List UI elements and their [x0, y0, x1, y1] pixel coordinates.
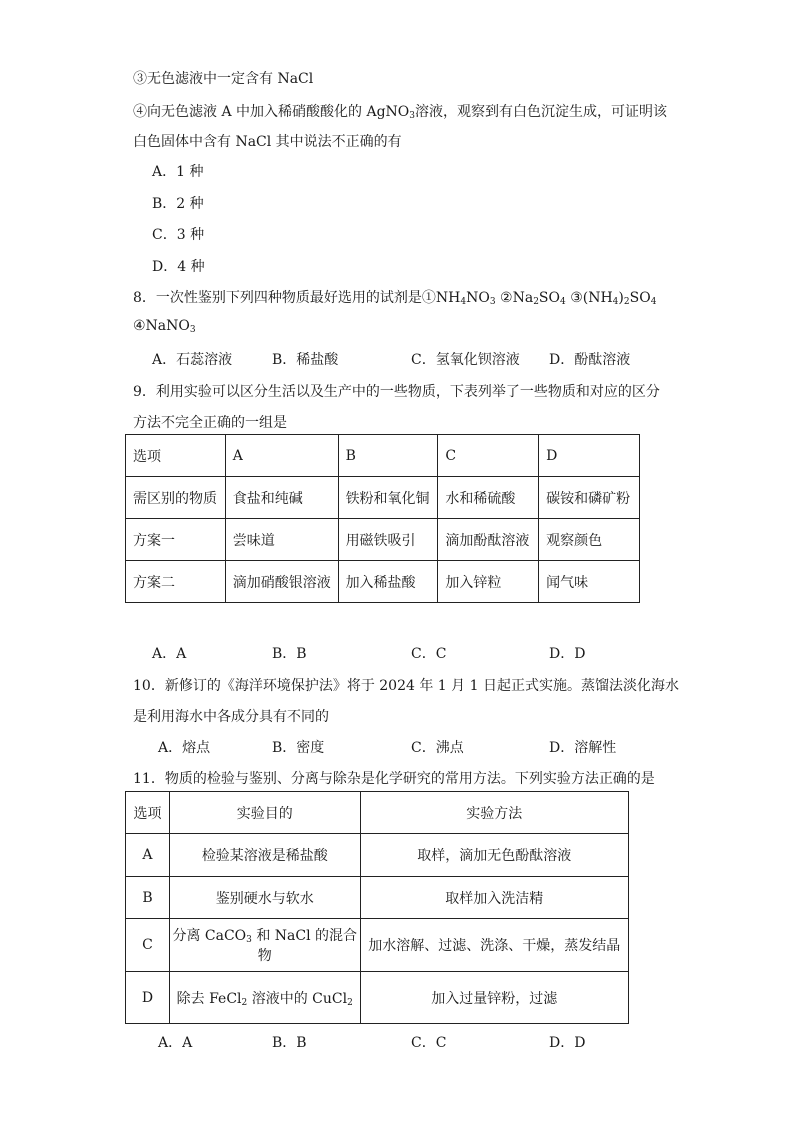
table-row — [126, 834, 629, 877]
table-cell: 观察颜色 — [539, 519, 640, 561]
table-cell: 方案二 — [126, 561, 226, 603]
table-cell: 水和稀硫酸 — [438, 477, 539, 519]
q11-option-d: D．D — [549, 1035, 586, 1051]
table-cell: 用磁铁吸引 — [338, 519, 438, 561]
table-cell: C — [438, 435, 539, 477]
table-cell: 滴加硝酸银溶液 — [225, 561, 338, 603]
q7-option-d: D．4 种 — [152, 259, 205, 275]
q8-stem: 8．一次性鉴别下列四种物质最好选用的试剂是$①NH_4NO_3$ $②Na_2SO_4$ $③(NH_4)_2SO_4$ — [133, 290, 657, 307]
q9-stem: 9．利用实验可以区分生活以及生产中的一些物质，下表列举了一些物质和对应的区分 — [133, 384, 660, 400]
table-cell: D — [126, 972, 170, 1024]
q7-option-a: A．1 种 — [152, 164, 204, 180]
q10-option-c: C．沸点 — [411, 740, 464, 756]
q9-option-c: C．C — [411, 646, 447, 662]
table-cell: 加水溶解、过滤、洗涤、干燥，蒸发结晶 — [360, 919, 628, 972]
table-cell: A — [126, 834, 170, 877]
table-cell: 选项 — [126, 435, 226, 477]
table-cell: 取样，滴加无色酚酞溶液 — [360, 834, 628, 877]
q7-statement-4: ④向无色滤液 A 中加入稀硝酸酸化的 AgNO$_3$溶液，观察到有白色沉淀生成，可证明该 — [133, 104, 667, 121]
table-cell: 检验某溶液是稀盐酸 — [169, 834, 360, 877]
q10-stem-cont: 是利用海水中各成分具有不同的 — [133, 709, 329, 725]
q11-option-c: C．C — [411, 1035, 447, 1051]
table-row — [126, 519, 640, 561]
table-cell: 加入过量锌粉，过滤 — [360, 972, 628, 1024]
table-cell: B — [338, 435, 438, 477]
q10-stem: 10．新修订的《海洋环境保护法》将于 2024 年 1 月 1 日起正式实施。蒸馏法淡化海水 — [133, 678, 679, 694]
q11-stem: 11．物质的检验与鉴别、分离与除杂是化学研究的常用方法。下列实验方法正确的是 — [133, 771, 655, 787]
table-cell: 实验方法 — [360, 792, 628, 834]
q8-option-c: C．氢氧化钡溶液 — [411, 352, 520, 368]
table-cell: A — [225, 435, 338, 477]
q11-option-a: A．A — [158, 1035, 193, 1051]
table-row — [126, 972, 629, 1024]
q11-option-b: B．B — [272, 1035, 307, 1051]
table-cell: C — [126, 919, 170, 972]
q9-option-d: D．D — [549, 646, 586, 662]
table-cell: 除去 FeCl$_2$ 溶液中的 CuCl$_2$ — [169, 972, 360, 1024]
table-row — [126, 435, 640, 477]
q7-option-b: B．2 种 — [152, 196, 204, 212]
q7-statement-4-cont: 白色固体中含有 NaCl 其中说法不正确的有 — [133, 134, 402, 150]
table-cell: 闻气味 — [539, 561, 640, 603]
q10-option-d: D．溶解性 — [549, 740, 617, 756]
table-row — [126, 792, 629, 834]
table-cell: 食盐和纯碱 — [225, 477, 338, 519]
q8-option-a: A．石蕊溶液 — [152, 352, 233, 368]
q9-stem-cont: 方法不完全正确的一组是 — [133, 415, 287, 431]
table-cell: 鉴别硬水与软水 — [169, 877, 360, 919]
table-cell: D — [539, 435, 640, 477]
q9-option-b: B．B — [272, 646, 307, 662]
table-cell: 加入稀盐酸 — [338, 561, 438, 603]
table-row — [126, 877, 629, 919]
table-cell: 尝味道 — [225, 519, 338, 561]
q8-stem-cont: ④NaNO$_3$ — [133, 318, 196, 335]
table-row — [126, 477, 640, 519]
table-cell: B — [126, 877, 170, 919]
q11-table — [125, 791, 629, 1024]
table-cell: 取样加入洗洁精 — [360, 877, 628, 919]
table-cell: 铁粉和氧化铜 — [338, 477, 438, 519]
q9-option-a: A．A — [152, 646, 187, 662]
table-cell: 实验目的 — [169, 792, 360, 834]
table-cell: 方案一 — [126, 519, 226, 561]
table-row — [126, 561, 640, 603]
table-cell: 需区别的物质 — [126, 477, 226, 519]
table-row — [126, 919, 629, 972]
q7-statement-3: ③无色滤液中一定含有 NaCl — [133, 71, 314, 87]
q7-option-c: C．3 种 — [152, 227, 205, 243]
table-cell: 滴加酚酞溶液 — [438, 519, 539, 561]
q8-option-b: B．稀盐酸 — [272, 352, 339, 368]
table-cell: 碳铵和磷矿粉 — [539, 477, 640, 519]
q8-option-d: D．酚酞溶液 — [549, 352, 631, 368]
q10-option-b: B．密度 — [272, 740, 325, 756]
table-cell: 分离 CaCO$_3$ 和 NaCl 的混合物 — [169, 919, 360, 972]
q10-option-a: A．熔点 — [158, 740, 211, 756]
q9-table — [125, 434, 640, 603]
table-cell: 选项 — [126, 792, 170, 834]
table-cell: 加入锌粒 — [438, 561, 539, 603]
